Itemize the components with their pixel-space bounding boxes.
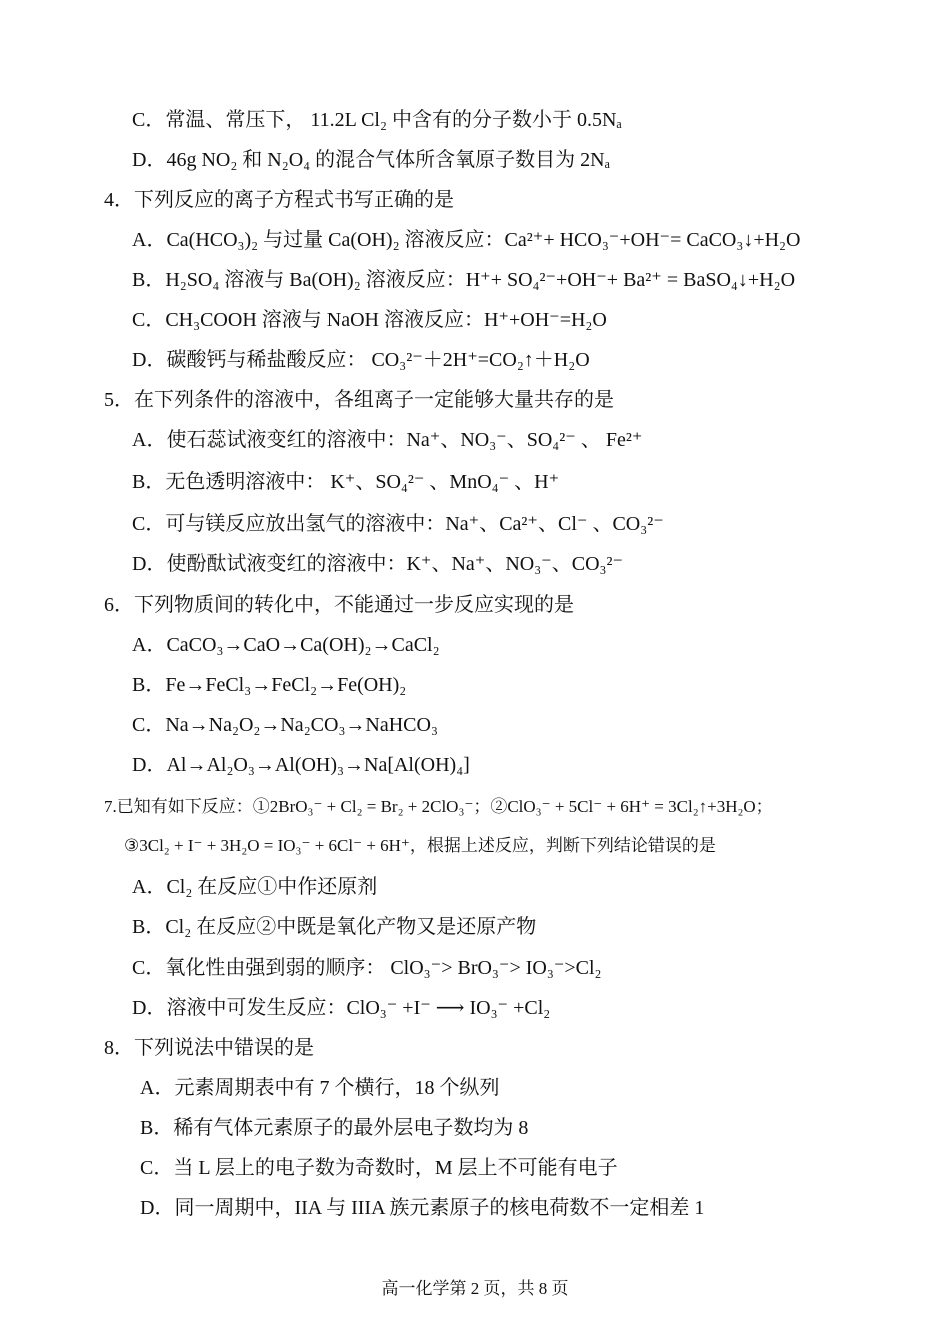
q7-option-a: A．Cl₂ 在反应①中作还原剂 — [132, 876, 378, 898]
page-footer: 高一化学第 2 页，共 8 页 — [381, 1279, 569, 1298]
q4-option-a: A．Ca(HCO₃)₂ 与过量 Ca(OH)₂ 溶液反应：Ca²⁺+ HCO₃⁻+OH⁻= CaCO₃↓+H₂O — [132, 229, 801, 251]
q6-option-c: C．Na→Na₂O₂→Na₂CO₃→NaHCO₃ — [132, 714, 438, 736]
q6-stem: 6．下列物质间的转化中，不能通过一步反应实现的是 — [104, 594, 574, 616]
q8-option-b: B．稀有气体元素原子的最外层电子数均为 8 — [140, 1117, 529, 1139]
q6-option-b: B．Fe→FeCl₃→FeCl₂→Fe(OH)₂ — [132, 674, 407, 696]
q5-option-b: B．无色透明溶液中： K⁺、SO₄²⁻ 、MnO₄⁻ 、H⁺ — [132, 471, 560, 493]
q6-option-a: A．CaCO₃→CaO→Ca(OH)₂→CaCl₂ — [132, 634, 440, 656]
q4-option-b: B．H₂SO₄ 溶液与 Ba(OH)₂ 溶液反应：H⁺+ SO₄²⁻+OH⁻+ Ba²⁺ = BaSO₄↓+H₂O — [132, 269, 796, 291]
q4-option-d: D．碳酸钙与稀盐酸反应： CO₃²⁻＋2H⁺=CO₂↑＋H₂O — [132, 349, 590, 371]
q3-option-c: C．常温、常压下， 11.2L Cl₂ 中含有的分子数小于 0.5Nₐ — [132, 109, 622, 131]
q6-option-d: D．Al→Al₂O₃→Al(OH)₃→Na[Al(OH)₄] — [132, 754, 470, 776]
q7-option-c: C．氧化性由强到弱的顺序： ClO₃⁻> BrO₃⁻> IO₃⁻>Cl₂ — [132, 957, 602, 979]
q5-option-c: C．可与镁反应放出氢气的溶液中：Na⁺、Ca²⁺、Cl⁻ 、CO₃²⁻ — [132, 513, 664, 535]
q7-stem-line1: 7.已知有如下反应：①2BrO₃⁻ + Cl₂ = Br₂ + 2ClO₃⁻；②ClO₃⁻ + 5Cl⁻ + 6H⁺ = 3Cl₂↑+3H₂O； — [104, 797, 773, 816]
q5-option-d: D．使酚酞试液变红的溶液中：K⁺、Na⁺、NO₃⁻、CO₃²⁻ — [132, 553, 624, 575]
q7-option-b: B．Cl₂ 在反应②中既是氧化产物又是还原产物 — [132, 916, 537, 938]
q8-option-a: A．元素周期表中有 7 个横行，18 个纵列 — [140, 1077, 500, 1099]
q5-option-a: A．使石蕊试液变红的溶液中：Na⁺、NO₃⁻、SO₄²⁻ 、 Fe²⁺ — [132, 429, 643, 451]
q7-option-d: D．溶液中可发生反应：ClO₃⁻ +I⁻ ⟶ IO₃⁻ +Cl₂ — [132, 997, 551, 1019]
q4-stem: 4．下列反应的离子方程式书写正确的是 — [104, 189, 454, 211]
q7-stem-line2: ③3Cl₂ + I⁻ + 3H₂O = IO₃⁻ + 6Cl⁻ + 6H⁺，根据上述反应，判断下列结论错误的是 — [124, 836, 716, 855]
q8-stem: 8．下列说法中错误的是 — [104, 1037, 314, 1059]
q5-stem: 5．在下列条件的溶液中，各组离子一定能够大量共存的是 — [104, 389, 614, 411]
q3-option-d: D．46g NO₂ 和 N₂O₄ 的混合气体所含氧原子数目为 2Nₐ — [132, 149, 611, 171]
q8-option-c: C．当 L 层上的电子数为奇数时，M 层上不可能有电子 — [140, 1157, 618, 1179]
q4-option-c: C．CH₃COOH 溶液与 NaOH 溶液反应：H⁺+OH⁻=H₂O — [132, 309, 607, 331]
q8-option-d: D．同一周期中，IIA 与 IIIA 族元素原子的核电荷数不一定相差 1 — [140, 1197, 705, 1219]
